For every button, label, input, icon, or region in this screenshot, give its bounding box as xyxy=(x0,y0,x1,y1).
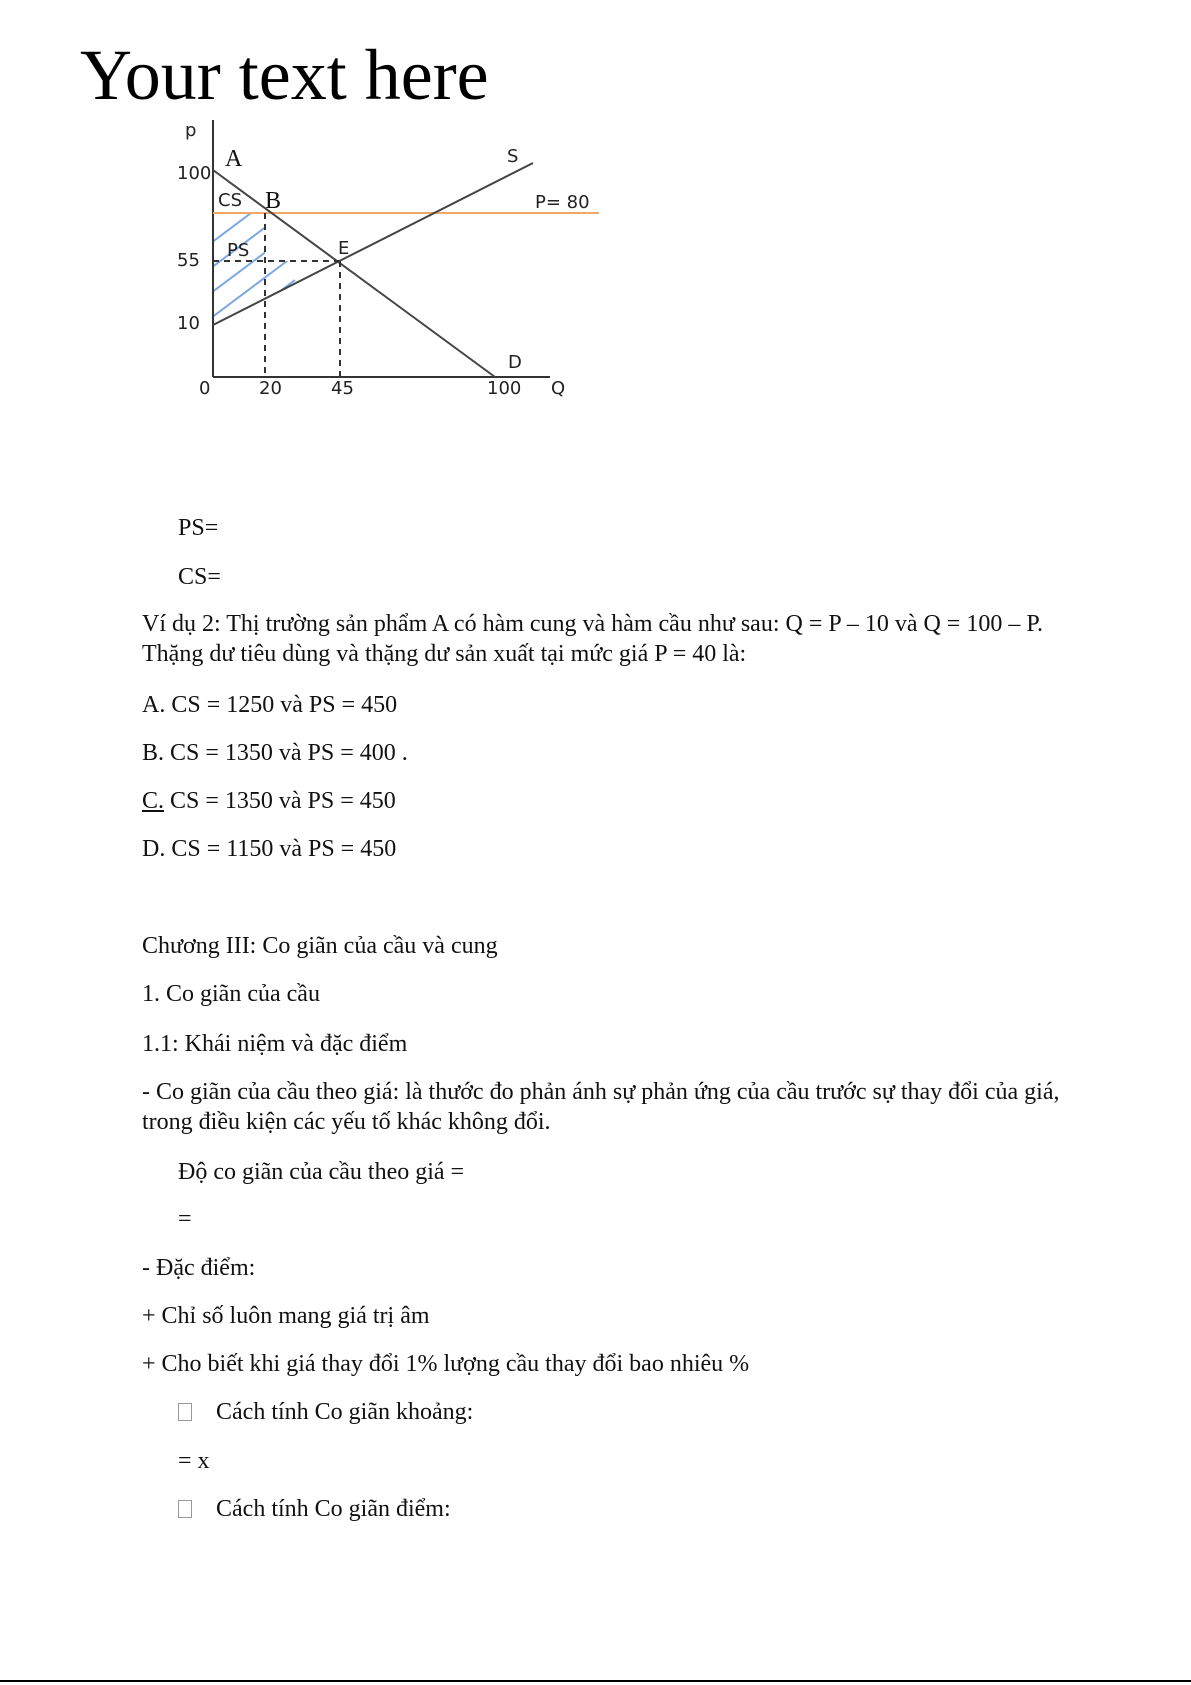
equals-line: = xyxy=(178,1206,192,1232)
bullet-arc-elasticity xyxy=(178,1397,473,1427)
ps-label: PS= xyxy=(178,515,219,541)
supply-curve xyxy=(213,163,533,325)
demand-curve xyxy=(213,170,495,377)
bullet-point-elasticity xyxy=(178,1494,451,1524)
definition-text: - Co giãn của cầu theo giá: là thước đo phản ánh sự phản ứng của cầu trước sự thay đổi của giá, trong điều kiện các yếu tố khác không đổi. xyxy=(142,1079,1060,1135)
bullet-point-text: Cách tính Co giãn điểm: xyxy=(216,1496,451,1522)
section-1-1-heading: 1.1: Khái niệm và đặc điểm xyxy=(142,1031,408,1057)
equals-x-line: = x xyxy=(178,1448,210,1474)
formula-label: Độ co giãn của cầu theo giá = xyxy=(178,1159,465,1185)
feature-1: + Chỉ số luôn mang giá trị âm xyxy=(142,1303,430,1329)
point-label-e: E xyxy=(338,238,350,259)
axis-label-q: Q xyxy=(551,378,566,399)
y-tick-10: 10 xyxy=(177,313,200,334)
point-label-b: B xyxy=(265,188,282,214)
origin-label: 0 xyxy=(199,378,211,399)
area-label-cs: CS xyxy=(218,190,242,211)
option-c xyxy=(142,786,396,816)
point-label-a: A xyxy=(225,146,243,172)
x-tick-100: 100 xyxy=(487,378,522,399)
option-a: A. CS = 1250 và PS = 450 xyxy=(142,692,398,718)
chapter-heading: Chương III: Co giãn của cầu và cung xyxy=(142,933,498,959)
feature-2: + Cho biết khi giá thay đổi 1% lượng cầu thay đổi bao nhiêu % xyxy=(142,1351,750,1377)
option-c-text: CS = 1350 và PS = 450 xyxy=(164,788,396,814)
example-2-text: Ví dụ 2: Thị trường sản phẩm A có hàm cung và hàm cầu như sau: Q = P – 10 và Q = 100 – P. Thặng dư tiêu dùng và thặng dư sản xuất tại mức giá P = 40 là: xyxy=(142,611,1044,667)
price-line-label: P= 80 xyxy=(535,192,590,213)
x-tick-20: 20 xyxy=(259,378,282,399)
y-tick-100: 100 xyxy=(177,163,212,184)
supply-demand-diagram xyxy=(175,120,615,430)
option-d: D. CS = 1150 và PS = 450 xyxy=(142,836,397,862)
bottom-rule xyxy=(0,1680,1191,1682)
option-b: B. CS = 1350 và PS = 400 . xyxy=(142,740,408,766)
bullet-arc-text: Cách tính Co giãn khoảng: xyxy=(216,1399,474,1425)
curve-label-s: S xyxy=(507,146,519,167)
section-1-heading: 1. Co giãn của cầu xyxy=(142,981,320,1007)
axis-label-p: p xyxy=(185,120,197,141)
features-heading: - Đặc điểm: xyxy=(142,1255,256,1281)
bullet-symbol-icon xyxy=(178,1500,192,1518)
y-tick-55: 55 xyxy=(177,250,200,271)
x-tick-45: 45 xyxy=(331,378,354,399)
bullet-symbol-icon xyxy=(178,1403,192,1421)
page-title: Your text here xyxy=(80,35,489,115)
area-label-ps: PS xyxy=(227,240,250,261)
option-c-letter: C. xyxy=(142,788,165,814)
cs-label: CS= xyxy=(178,564,221,590)
curve-label-d: D xyxy=(508,352,522,373)
